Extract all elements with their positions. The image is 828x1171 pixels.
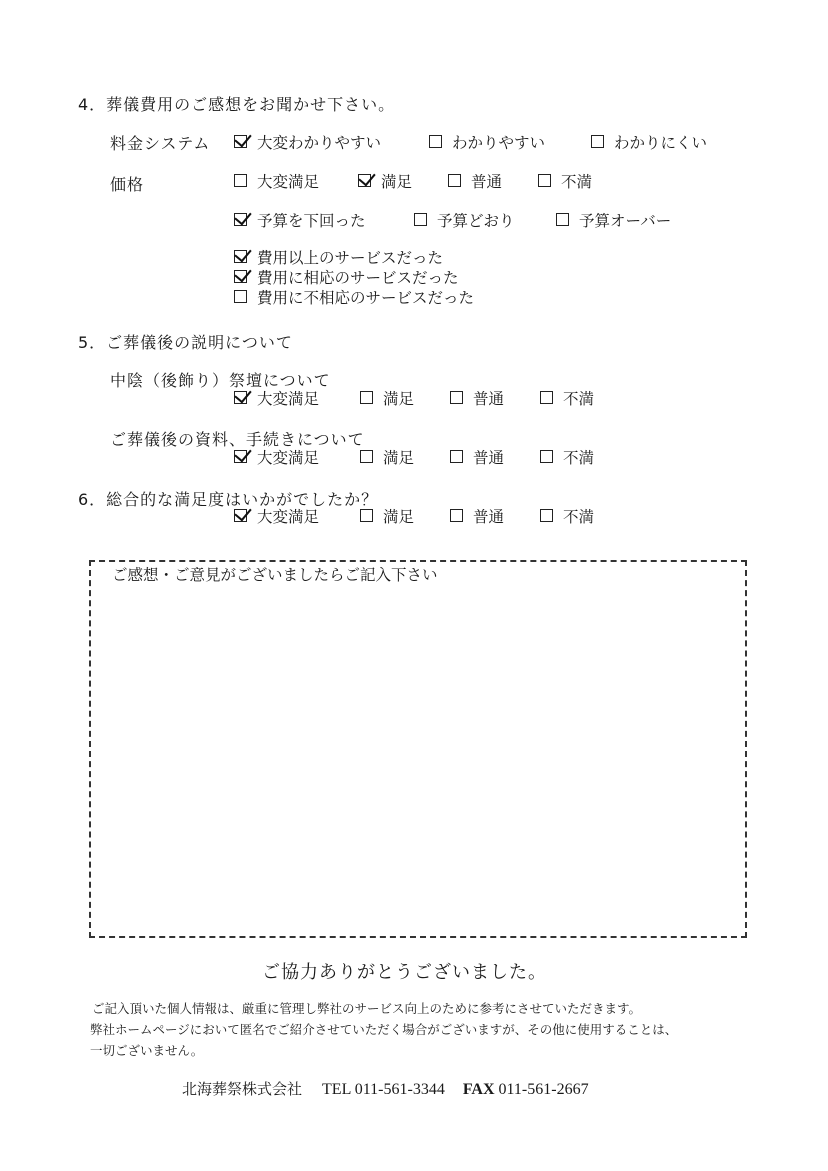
checkbox[interactable]: [540, 450, 553, 463]
option-below-cost[interactable]: [234, 288, 474, 308]
option-label: 普通: [473, 508, 505, 526]
company-name: 北海葬祭株式会社: [182, 1080, 303, 1098]
checkbox[interactable]: [414, 213, 427, 226]
option-label: 不満: [563, 390, 595, 408]
option-label: 満足: [383, 449, 415, 467]
option-label: わかりにくい: [614, 134, 708, 152]
option-label: 満足: [383, 390, 415, 408]
tel-number: 011-561-3344: [354, 1081, 445, 1098]
option-above-cost[interactable]: [234, 248, 443, 268]
checkbox[interactable]: [538, 174, 551, 187]
q4-title: 4．葬儀費用のご感想をお聞かせ下さい。: [78, 95, 396, 114]
option-on-budget[interactable]: [414, 209, 515, 231]
option-label: 普通: [473, 390, 505, 408]
q5-title: 5．ご葬儀後の説明について: [78, 333, 293, 352]
checkbox[interactable]: [540, 509, 553, 522]
option-satisfied[interactable]: [360, 505, 414, 527]
checkbox[interactable]: [448, 174, 461, 187]
option-satisfied[interactable]: [360, 387, 414, 409]
option-label: 大変満足: [257, 390, 320, 408]
option-label: 大変満足: [257, 173, 320, 191]
fee-system-label: 料金システム: [110, 134, 211, 153]
option-average[interactable]: [450, 505, 504, 527]
checkbox[interactable]: [234, 213, 247, 226]
checkbox[interactable]: [429, 135, 442, 148]
q6-title: 6．総合的な満足度はいかがでしたか？: [78, 490, 379, 509]
checkbox[interactable]: [450, 450, 463, 463]
option-label: 不満: [563, 449, 595, 467]
comments-title: ご感想・ご意見がございましたらご記入下さい: [112, 566, 438, 584]
option-label: 満足: [383, 508, 415, 526]
checkbox[interactable]: [234, 270, 247, 283]
checkbox[interactable]: [591, 135, 604, 148]
fax-label: FAX: [462, 1081, 495, 1098]
checkbox[interactable]: [234, 450, 247, 463]
option-clear[interactable]: [429, 131, 545, 153]
thanks-message: ご協力ありがとうございました。: [262, 962, 547, 983]
option-label: 大変わかりやすい: [257, 134, 382, 152]
option-satisfied[interactable]: [358, 170, 412, 192]
checkbox[interactable]: [234, 174, 247, 187]
option-label: 普通: [473, 449, 505, 467]
checkbox[interactable]: [360, 509, 373, 522]
option-very-clear[interactable]: [234, 131, 381, 153]
checkbox[interactable]: [360, 391, 373, 404]
option-label: 費用に相応のサービスだった: [257, 269, 459, 287]
fax-number: 011-561-2667: [498, 1081, 589, 1098]
checkbox[interactable]: [358, 174, 371, 187]
option-dissatisfied[interactable]: [540, 505, 594, 527]
option-label: 予算どおり: [437, 212, 515, 230]
price-label: 価格: [110, 175, 145, 194]
option-label: 大変満足: [257, 508, 320, 526]
checkbox[interactable]: [234, 135, 247, 148]
privacy-note: [92, 998, 792, 1061]
option-average[interactable]: [450, 446, 504, 468]
checkbox[interactable]: [234, 509, 247, 522]
option-dissatisfied[interactable]: [540, 387, 594, 409]
tel-label: TEL: [322, 1081, 351, 1098]
option-label: わかりやすい: [452, 134, 546, 152]
altar-label: 中陰（後飾り）祭壇について: [110, 371, 331, 390]
option-very-satisfied[interactable]: [234, 170, 319, 192]
option-dissatisfied[interactable]: [538, 170, 592, 192]
option-very-satisfied[interactable]: [234, 387, 319, 409]
option-label: 普通: [471, 173, 503, 191]
option-unclear[interactable]: [591, 131, 707, 153]
option-label: 費用に不相応のサービスだった: [257, 289, 475, 307]
option-very-satisfied[interactable]: [234, 505, 319, 527]
option-label: 満足: [381, 173, 413, 191]
checkbox[interactable]: [556, 213, 569, 226]
privacy-line: ご記入頂いた個人情報は、厳重に管理し弊社のサービス向上のために参考にさせていただきます。: [92, 1001, 642, 1016]
option-fair-cost[interactable]: [234, 268, 459, 288]
privacy-line: 弊社ホームページにおいて匿名でご紹介させていただく場合がございますが、その他に使用することは、: [90, 1022, 678, 1037]
footer: [182, 1078, 589, 1099]
option-satisfied[interactable]: [360, 446, 414, 468]
checkbox[interactable]: [360, 450, 373, 463]
checkbox[interactable]: [540, 391, 553, 404]
privacy-line: 一切ございません。: [90, 1043, 204, 1058]
checkbox[interactable]: [234, 391, 247, 404]
option-under-budget[interactable]: [234, 209, 366, 231]
option-label: 不満: [563, 508, 595, 526]
option-label: 不満: [561, 173, 593, 191]
checkbox[interactable]: [450, 391, 463, 404]
option-label: 予算を下回った: [257, 212, 366, 230]
option-label: 予算オーバー: [579, 212, 672, 230]
documents-label: ご葬儀後の資料、手続きについて: [110, 430, 365, 449]
option-average[interactable]: [450, 387, 504, 409]
checkbox[interactable]: [450, 509, 463, 522]
option-dissatisfied[interactable]: [540, 446, 594, 468]
checkbox[interactable]: [234, 290, 247, 303]
comments-box[interactable]: [89, 560, 747, 938]
option-label: 大変満足: [257, 449, 320, 467]
option-over-budget[interactable]: [556, 209, 671, 231]
option-label: 費用以上のサービスだった: [257, 249, 444, 267]
checkbox[interactable]: [234, 250, 247, 263]
option-very-satisfied[interactable]: [234, 446, 319, 468]
option-average[interactable]: [448, 170, 502, 192]
